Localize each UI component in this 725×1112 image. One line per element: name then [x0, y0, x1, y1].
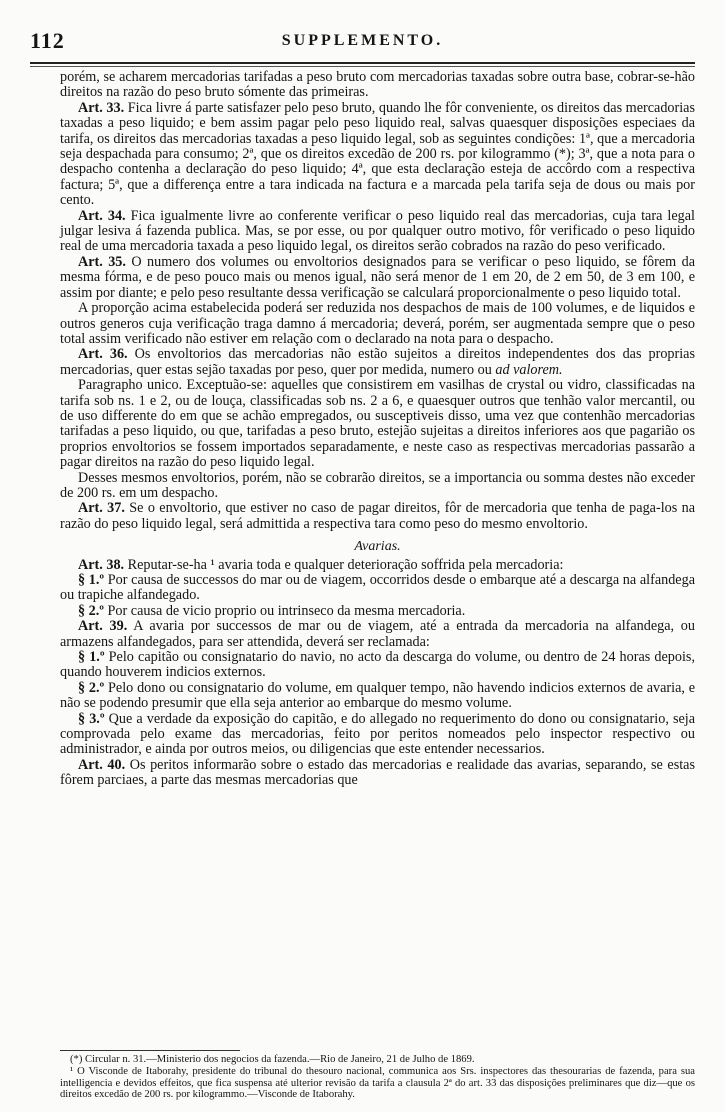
paragraph: Art. 37. Se o envoltorio, que estiver no caso de pagar direitos, fôr de mercadoria que tenha de paga-los na razão do peso liquido legal, será admittida a respectiva tara como peso do mesmo envoltorio.: [60, 500, 695, 532]
paragraph: Art. 35. O numero dos volumes ou envoltorios designados para se verificar o peso liquido, se fôrem da mesma fórma, e de peso pouco mais ou menos igual, não será menor de 1 em 20, de 2 em 50, de 3 em 100, e assim por diante; e pelo peso resultante dessa verificação se calculará proporcionalmente o peso liquido total.: [60, 253, 695, 301]
page-header: [30, 28, 695, 54]
footnote-rule: [60, 1050, 240, 1051]
paragraph: A proporção acima estabelecida poderá ser reduzida nos despachos de mais de 100 volumes, e de liquidos e outros generos cuja verificação traga damno á mercadoria; deverá, porém, ser augmentada sempre que o peso total assim verificado não estiver em relação com o declarado na nota para o despacho.: [60, 300, 695, 347]
paragraph: Art. 33. Fica livre á parte satisfazer pelo peso bruto, quando lhe fôr conveniente, os direitos das mercadorias taxadas a peso liquido; e bem assim pagar pelo peso liquido real, salvas quaesquer disposições especiaes da tarifa, os direitos das mercadorias taxadas a peso liquido legal, sob as seguintes condições: 1ª, que a mercadoria seja despachada para consumo; 2ª, que os direitos excedão de 200 rs. por kilogrammo (*); 3ª, que a nota para o despacho contenha a declaração do peso liquido; 4ª, que esta declaração esteja de accôrdo com a respectiva factura; 5ª, que a differença entre a tara indicada na factura e a marcada pela tarifa seja de dous ou mais por cento.: [60, 99, 695, 209]
paragraph: Paragrapho unico. Exceptuão-se: aquelles que consistirem em vasilhas de crystal ou vidro, classificadas na tarifa sob ns. 1 e 2, ou de louça, classificadas sob ns. 2 a 6, e quaesquer outros que tenhão valor mercantil, ou de uso differente do em que se achão empregados, ou susceptiveis disso, uma vez que contenhão mercadorias tarifadas a peso liquido, ou que, tarifadas a peso bruto, estejão sujeitas a direitos inferiores aos que pagarião os proprios envoltorios se fossem importados separadamente, e neste caso as respectivas mercadorias passarão a pagar direitos na razão do peso liquido legal.: [60, 377, 695, 471]
footnote: ¹ O Visconde de Itaborahy, presidente do tribunal do thesouro nacional, communica aos Srs. inspectores das thesourarias de fazenda, para sua intelligencia e devidos effeitos, que fica suspensa até ulterior revisão da tarifa a clausula 2ª do art. 33 das disposições preliminares que diz—que os direitos excedão de 200 rs. por kilogrammo.—Visconde de Itaborahy.: [60, 1065, 695, 1101]
paragraph: Art. 36. Os envoltorios das mercadorias não estão sujeitos a direitos independentes dos das proprias mercadorias, quer estas sejão taxadas por peso, quer por medida, numero ou ad valorem.: [60, 346, 696, 378]
page-number: 112: [30, 28, 65, 53]
paragraph: § 3.º Que a verdade da exposição do capitão, e do allegado no requerimento do dono ou consignatario, seja comprovada pelo exame das mercadorias, feito por peritos nomeados pelo inspector respectivo ou administrador, e ainda por outros meios, ou diligencias que este entender necessarios.: [60, 710, 696, 758]
paragraph: Art. 40. Os peritos informarão sobre o estado das mercadorias e realidade das avarias, separando, se estas fôrem parciaes, a parte das mesmas mercadorias que: [60, 756, 695, 789]
header-rule: [30, 62, 695, 64]
paragraph: Desses mesmos envoltorios, porém, não se cobrarão direitos, se a importancia ou somma destes não exceder de 200 rs. em um despacho.: [60, 469, 695, 501]
body-text: [60, 70, 695, 789]
paragraph: § 1.º Por causa de successos do mar ou de viagem, occorridos desde o embarque até a descarga na alfandega ou trapiche alfandegado.: [60, 572, 695, 604]
paragraph: porém, se acharem mercadorias tarifadas a peso bruto com mercadorias taxadas sobre outra base, cobrar-se-hão direitos na razão do peso bruto sómente das primeiras.: [60, 69, 695, 101]
footnotes: [60, 1054, 695, 1101]
paragraph: § 2.º Por causa de vicio proprio ou intrinseco da mesma mercadoria.: [78, 602, 466, 619]
paragraph: Art. 39. A avaria por successos de mar ou de viagem, até a entrada da mercadoria na alfandega, ou armazens alfandegados, para ser attendida, deverá ser reclamada:: [60, 618, 695, 650]
footnote: (*) Circular n. 31.—Ministerio dos negocios da fazenda.—Rio de Janeiro, 21 de Julho de 1869.: [70, 1054, 475, 1065]
paragraph: § 1.º Pelo capitão ou consignatario do navio, no acto da descarga do volume, ou dentro de 24 horas depois, quando houverem indicios externos.: [60, 649, 695, 681]
running-head: SUPPLEMENTO.: [281, 32, 444, 49]
paragraph: Art. 34. Fica igualmente livre ao conferente verificar o peso liquido real das mercadorias, cuja tara legal julgar lesiva á fazenda publica. Mas, se por esse, ou por qualquer outro motivo, fôr verificado o peso liquido real de uma mercadoria taxada a peso liquido legal, os direitos serão cobrados na razão do peso verificado.: [60, 207, 695, 255]
paragraph: Art. 38. Reputar-se-ha ¹ avaria toda e qualquer deterioração soffrida pela mercadoria:: [78, 556, 564, 573]
header-rule-thin: [30, 66, 695, 67]
paragraph: § 2.º Pelo dono ou consignatario do volume, em qualquer tempo, não havendo indicios externos de avaria, e não se podendo presumir que ella seja anterior ao embarque do mesmo volume.: [60, 679, 696, 712]
section-title: Avarias.: [354, 539, 401, 555]
